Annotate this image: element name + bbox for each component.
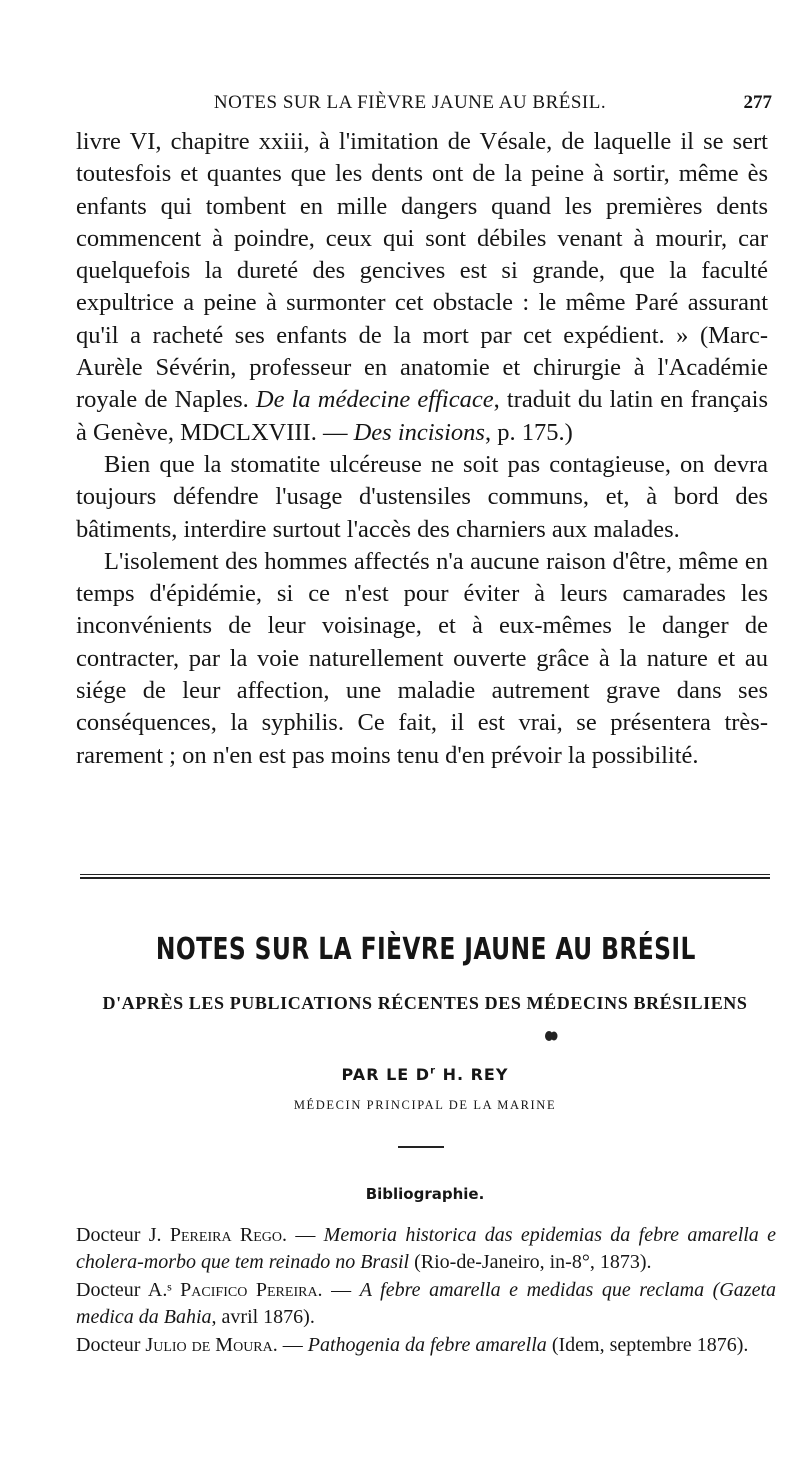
italic-title: Des incisions bbox=[353, 418, 485, 446]
author-prefix: PAR LE D bbox=[341, 1065, 431, 1084]
author-role: MÉDECIN PRINCIPAL DE LA MARINE bbox=[293, 1098, 557, 1112]
entry-title: Pathogenia da febre amarella bbox=[307, 1334, 547, 1356]
paragraph-text: , traduit du latin en français à Genève, MDCLXVIII. — bbox=[76, 386, 769, 446]
divider bbox=[398, 1146, 444, 1148]
entry-author: ˢ Pacifico Pereira. bbox=[167, 1279, 323, 1301]
entry-dash: — bbox=[322, 1279, 360, 1301]
page-number: 277 bbox=[743, 92, 772, 113]
entry-dash: — bbox=[287, 1224, 324, 1246]
entry-author: Pereira Rego. bbox=[169, 1224, 287, 1246]
author-name: H. REY bbox=[436, 1065, 509, 1084]
entry-rest: , avril 1876). bbox=[211, 1306, 315, 1328]
body-text bbox=[76, 126, 768, 772]
section-rule bbox=[80, 877, 770, 879]
entry-rest: (Rio-de-Janeiro, in-8°, 1873). bbox=[409, 1251, 652, 1273]
entry-prefix: Docteur bbox=[76, 1334, 146, 1356]
section-rule bbox=[80, 874, 770, 875]
running-title: NOTES SUR LA FIÈVRE JAUNE AU BRÉSIL. bbox=[213, 92, 607, 113]
entry-title: Memoria historica das epidemias da febre amarella e cholera-morbo que tem reinado no Brasil bbox=[76, 1224, 777, 1273]
article-title: NOTES SUR LA FIÈVRE JAUNE AU BRÉSIL bbox=[155, 932, 696, 967]
paragraph-continued bbox=[76, 126, 768, 449]
paragraph-text: livre VI, chapitre xxiii, à l'imitation de Vésale, de laquelle il se sert toutesfois et quantes que les dents ont de la peine à sortir, même ès enfants qui tombent en mille dangers quand les premières dents commencent à poindre, ceux qui sont débiles venant à mourir, car quelquefois la dureté des gencives est si grande, que la faculté expultrice a peine à surmonter cet obstacle : le même Paré assurant qu'il a racheté ses enfants de la mort par cet expédient. » (Marc-Aurèle Sévérin, professeur en anatomie et chirurgie à l'Académie royale de Naples. bbox=[76, 128, 768, 414]
entry-author: Julio de Moura. bbox=[145, 1334, 278, 1356]
entry-dash: — bbox=[277, 1334, 308, 1356]
bibliography-heading: Bibliographie. bbox=[365, 1185, 485, 1203]
author-sup: r bbox=[430, 1065, 436, 1077]
bibliography-entry bbox=[76, 1277, 776, 1331]
entry-rest: (Idem, septembre 1876). bbox=[546, 1334, 749, 1356]
paragraph: Bien que la stomatite ulcéreuse ne soit pas contagieuse, on devra toujours défendre l'usage d'ustensiles communs, et, à bord des bâtiments, interdire surtout l'accès des charniers aux malades. bbox=[76, 450, 768, 543]
article-subtitle: D'APRÈS LES PUBLICATIONS RÉCENTES DES MÉDECINS BRÉSILIENS bbox=[102, 993, 748, 1013]
paragraph: L'isolement des hommes affectés n'a aucune raison d'être, même en temps d'épidémie, si ce n'est pour éviter à leurs camarades les inconvénients de leur voisinage, et à eux-mêmes le danger de contracter, par la voie naturellement ouverte grâce à la nature et au siége de leur affection, une maladie autrement grave dans ses conséquences, la syphilis. Ce fait, il est vrai, se présentera très-rarement ; on n'en est pas moins tenu d'en prévoir la possibilité. bbox=[76, 547, 768, 769]
bibliography-entry bbox=[76, 1222, 776, 1276]
paragraph-text: , p. 175.) bbox=[484, 418, 573, 446]
author-line bbox=[80, 1065, 770, 1084]
entry-prefix: Docteur J. bbox=[76, 1224, 170, 1246]
entry-title: A febre amarella e medidas que reclama (Gazeta medica da Bahia bbox=[76, 1279, 777, 1328]
ornament-icon bbox=[544, 1030, 558, 1042]
entry-prefix: Docteur A. bbox=[76, 1279, 168, 1301]
bibliography bbox=[76, 1222, 776, 1360]
bibliography-entry bbox=[76, 1332, 776, 1359]
italic-title: De la médecine efficace bbox=[255, 386, 494, 414]
